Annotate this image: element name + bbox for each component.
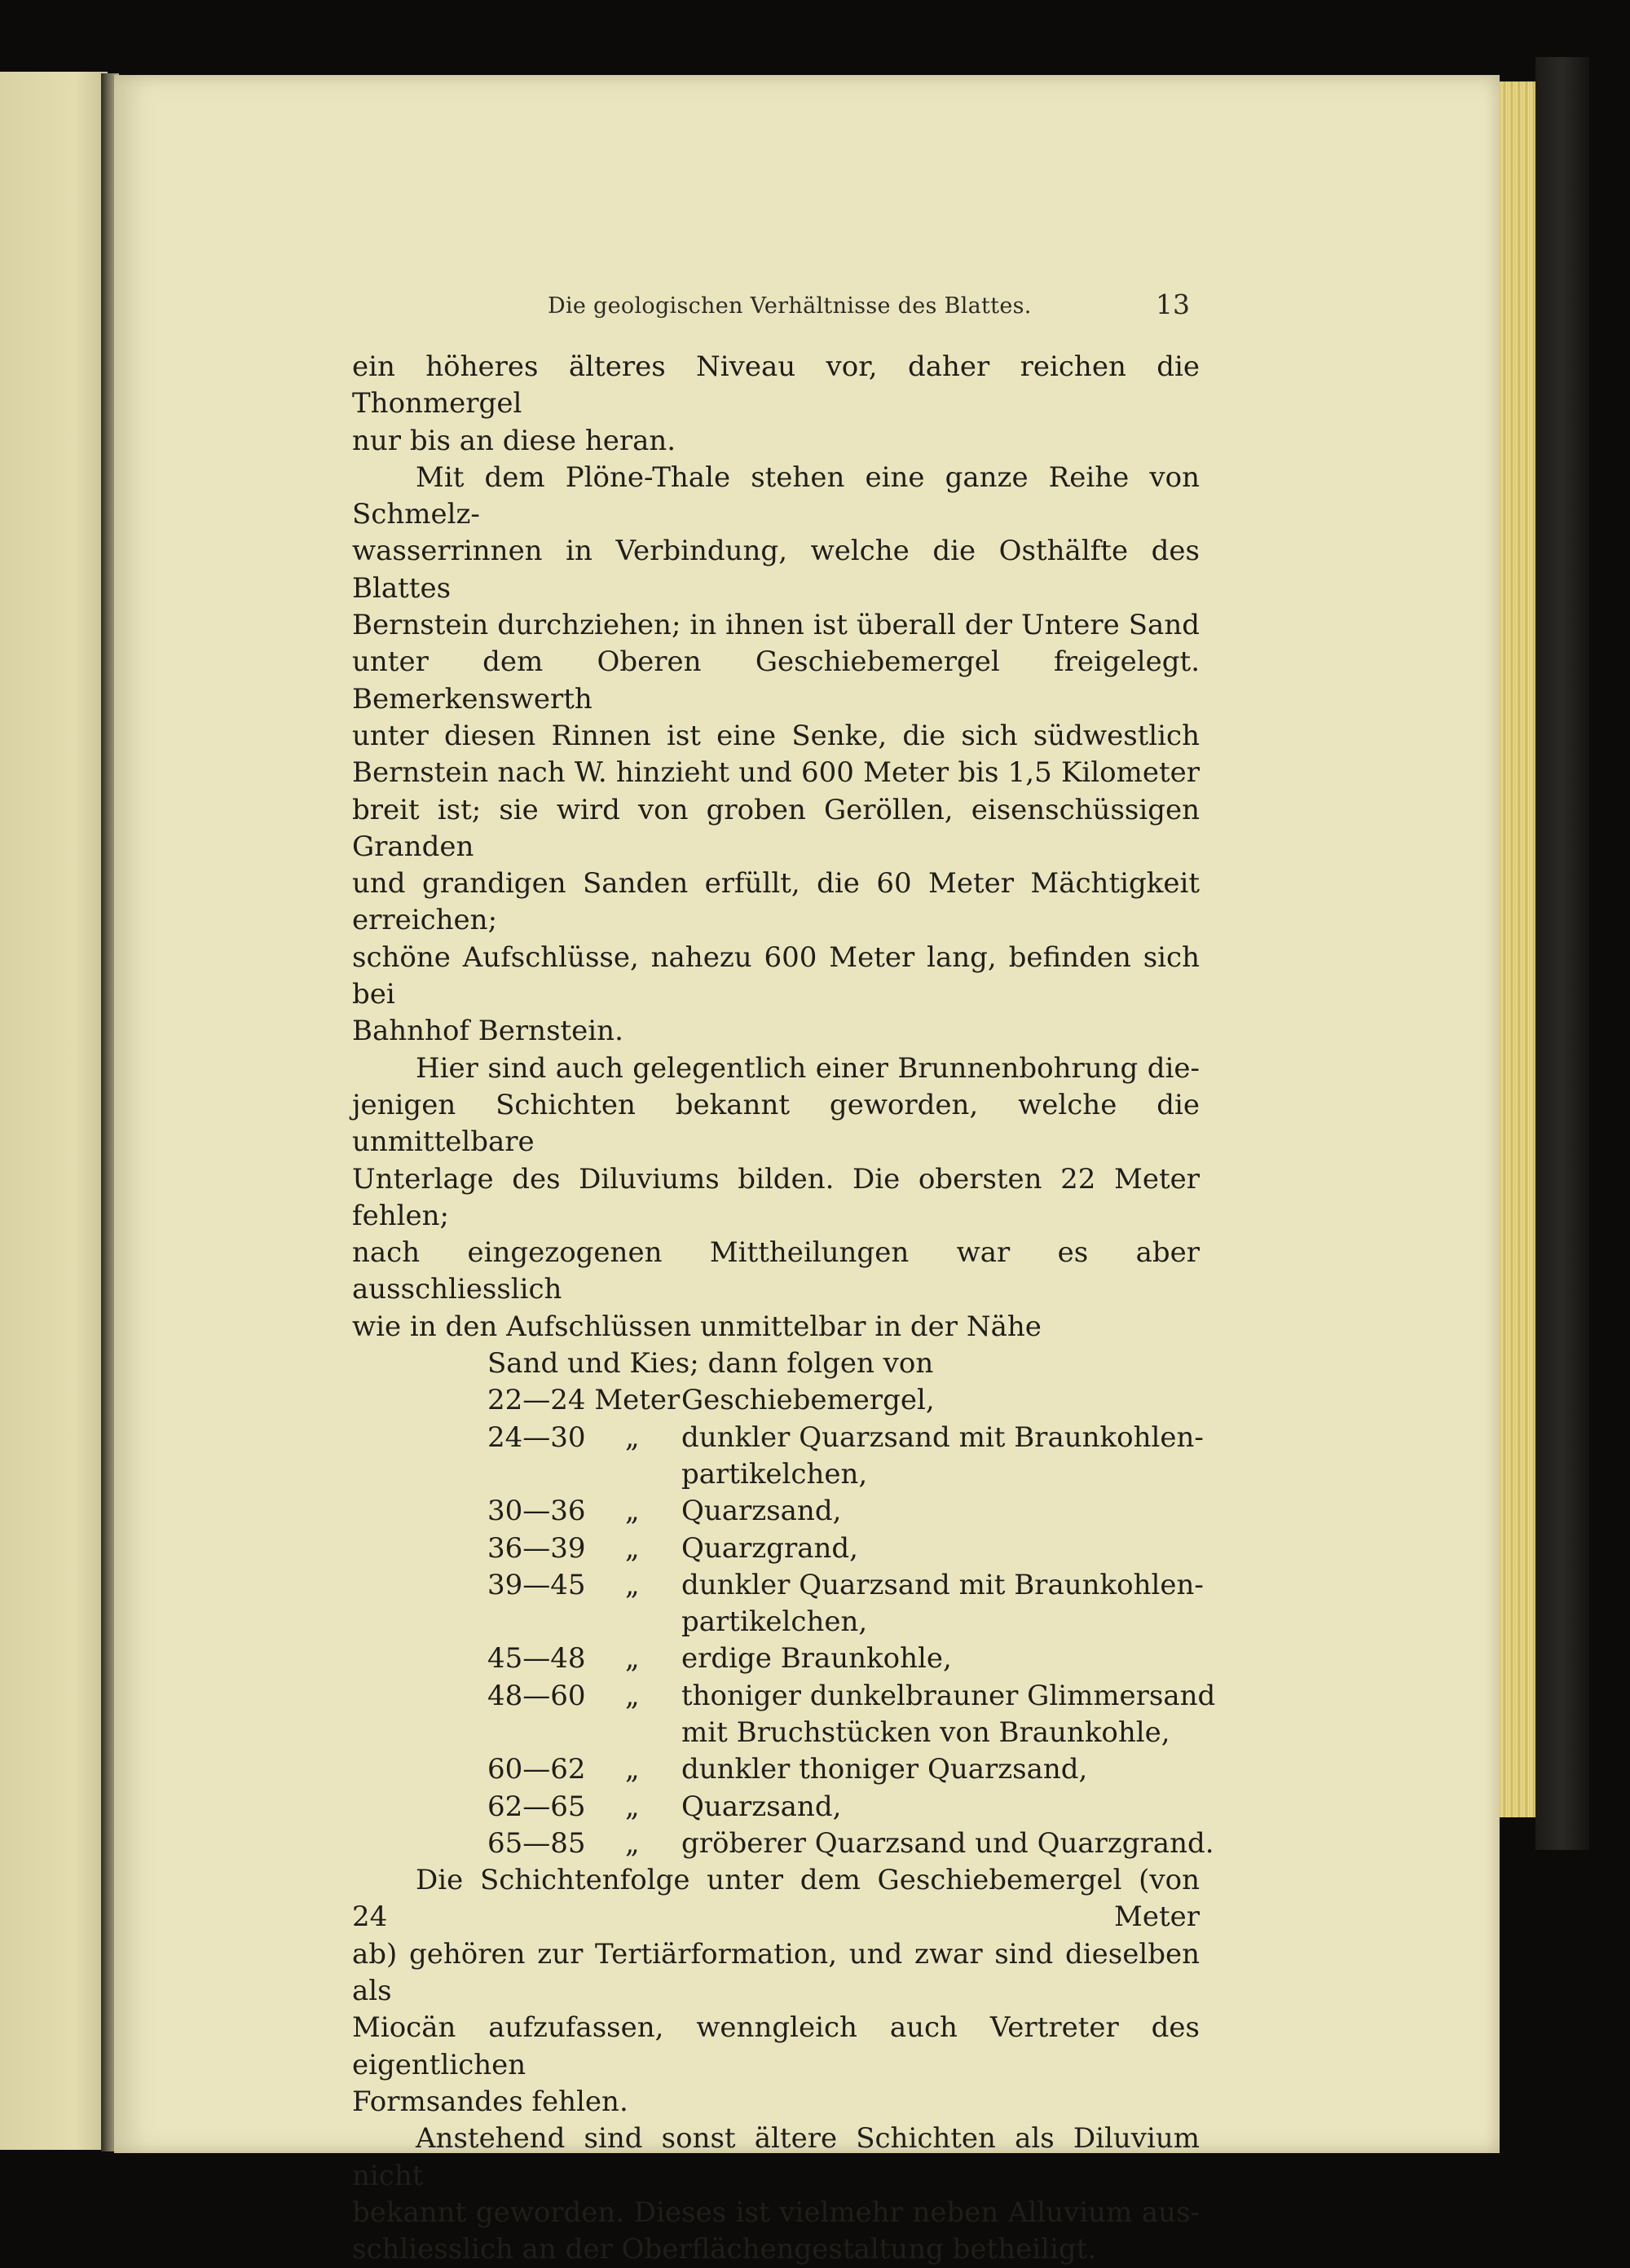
strata-row-continuation (352, 1456, 1200, 1493)
stratum-description: gröberer Quarzsand und Quarzgrand. (681, 1826, 1214, 1860)
depth-range: 30—36 (487, 1495, 586, 1528)
text-line: wasserrinnen in Verbindung, welche die Osthälfte des Blattes (352, 535, 1200, 605)
text-line: Bahnhof Bernstein. (352, 1015, 623, 1048)
text-line: schliesslich an der Oberflächengestaltung betheiligt. (352, 2233, 1097, 2266)
ditto-mark: „ (625, 1642, 640, 1676)
stratum-description: dunkler thoniger Quarzsand, (681, 1753, 1088, 1786)
stratum-description: Quarzsand, (681, 1790, 842, 1823)
strata-row-continuation (352, 1604, 1200, 1640)
depth-range: 60—62 (487, 1753, 586, 1786)
stratum-description: dunkler Quarzsand mit Braunkohlen- (681, 1420, 1204, 1454)
strata-row (352, 1382, 1200, 1419)
strata-intro: Sand und Kies; dann folgen von (487, 1347, 934, 1381)
text-line: Bernstein nach W. hinzieht und 600 Meter bis 1,5 Kilometer (352, 756, 1200, 790)
strata-row (352, 1530, 1200, 1567)
text-line: Formsandes fehlen. (352, 2085, 628, 2118)
stratum-description: Quarzsand, (681, 1495, 842, 1528)
text-line: bekannt geworden. Dieses ist vielmehr neben Alluvium aus- (352, 2195, 1200, 2229)
strata-row (352, 1420, 1204, 1456)
depth-range: 45—48 (487, 1642, 586, 1676)
ditto-mark: „ (625, 1790, 640, 1823)
strata-row (352, 1751, 1200, 1788)
ditto-mark: „ (625, 1679, 640, 1712)
strata-row (352, 1789, 1200, 1825)
strata-row (352, 1678, 1216, 1715)
body-text (352, 349, 1216, 2268)
book-cover (1535, 57, 1589, 1850)
stratum-description: partikelchen, (681, 1605, 868, 1639)
text-line: nur bis an diese heran. (352, 424, 676, 457)
text-line: Hier sind auch gelegentlich einer Brunnenbohrung die- (416, 1051, 1200, 1085)
text-line: unter diesen Rinnen ist eine Senke, die sich südwestlich (352, 719, 1200, 752)
depth-range: 24—30 (487, 1420, 586, 1454)
stratum-description: Geschiebemergel, (681, 1384, 935, 1417)
stratum-description: mit Bruchstücken von Braunkohle, (681, 1715, 1170, 1749)
stratum-description: partikelchen, (681, 1457, 868, 1491)
text-line: jenigen Schichten bekannt geworden, welche die unmittelbare (352, 1088, 1200, 1159)
page-number: 13 (1156, 288, 1190, 320)
stratum-description: thoniger dunkelbrauner Glimmersand (681, 1679, 1216, 1712)
text-line: breit ist; sie wird von groben Geröllen, eisenschüssigen Granden (352, 793, 1200, 863)
depth-range: 36—39 (487, 1531, 586, 1565)
text-line: Unterlage des Diluviums bilden. Die obersten 22 Meter fehlen; (352, 1162, 1200, 1232)
strata-table (352, 1382, 1216, 1862)
depth-range: 65—85 (487, 1826, 586, 1860)
text-line: schöne Aufschlüsse, nahezu 600 Meter lang, befinden sich bei (352, 940, 1200, 1011)
stratum-description: Quarzgrand, (681, 1531, 858, 1565)
text-line: Mit dem Plöne-Thale stehen eine ganze Reihe von Schmelz- (352, 460, 1200, 531)
running-header: Die geologischen Verhältnisse des Blattes. (548, 293, 1032, 319)
text-line: und grandigen Sanden erfüllt, die 60 Meter Mächtigkeit erreichen; (352, 867, 1200, 937)
depth-range: 39—45 (487, 1568, 586, 1601)
ditto-mark: „ (625, 1420, 640, 1454)
text-line: Die Schichtenfolge unter dem Geschiebemergel (von 24 Meter (352, 1864, 1200, 1934)
ditto-mark: „ (625, 1495, 640, 1528)
ditto-mark: „ (625, 1753, 640, 1786)
text-line: unter dem Oberen Geschiebemergel freigelegt. Bemerkenswerth (352, 645, 1200, 716)
strata-row (352, 1640, 1200, 1677)
text-line: wie in den Aufschlüssen unmittelbar in der Nähe (352, 1310, 1042, 1343)
stratum-description: dunkler Quarzsand mit Braunkohlen- (681, 1568, 1204, 1601)
depth-range: 22—24 Meter (487, 1384, 681, 1417)
depth-range: 48—60 (487, 1679, 586, 1712)
ditto-mark: „ (625, 1568, 640, 1601)
text-line: Anstehend sind sonst ältere Schichten als Diluvium nicht (352, 2122, 1200, 2192)
text-line: Miocän aufzufassen, wenngleich auch Vertreter des eigentlichen (352, 2011, 1200, 2081)
text-line: nach eingezogenen Mittheilungen war es aber ausschliesslich (352, 1236, 1200, 1306)
strata-row (352, 1493, 1200, 1530)
strata-row (352, 1567, 1204, 1604)
strata-row (352, 1825, 1214, 1862)
text-line: Bernstein durchziehen; in ihnen ist überall der Untere Sand (352, 609, 1200, 642)
strata-row-continuation (352, 1715, 1200, 1751)
previous-page-edge (0, 72, 108, 2150)
depth-range: 62—65 (487, 1790, 586, 1823)
text-line: ein höheres älteres Niveau vor, daher reichen die Thonmergel (352, 350, 1200, 421)
page-block-edges (1500, 81, 1535, 1817)
ditto-mark: „ (625, 1826, 640, 1860)
stratum-description: erdige Braunkohle, (681, 1642, 952, 1676)
text-line: ab) gehören zur Tertiärformation, und zwar sind dieselben als (352, 1937, 1200, 2008)
ditto-mark: „ (625, 1531, 640, 1565)
